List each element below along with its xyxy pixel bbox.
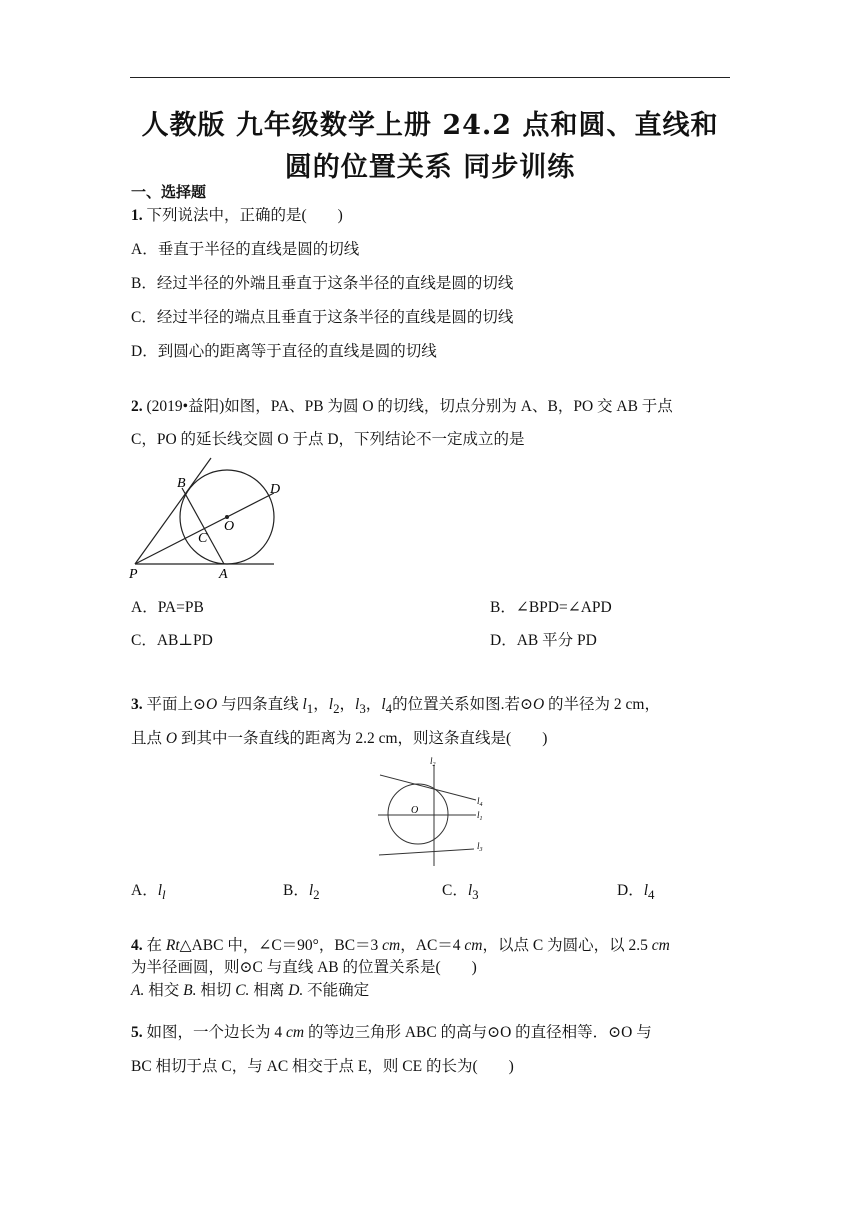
q1-stem-text: 下列说法中，正确的是( ) — [142, 207, 343, 224]
q1-number: 1. — [131, 207, 143, 224]
q2-label-b: B — [177, 476, 186, 491]
q3-comma1: ， — [313, 696, 329, 713]
q2-stem-line1 — [131, 394, 673, 416]
q5-stem-line1 — [131, 1020, 652, 1042]
q3-option-a: A．$l_l$ — [131, 882, 166, 903]
q3-fig-l1: $l_1$ — [477, 810, 483, 822]
q3-option-c: C．$l_3$ — [442, 882, 479, 903]
section-heading: 一、选择题 — [131, 185, 207, 201]
q5-number: 5. — [131, 1024, 143, 1041]
q4-stem-line1 — [131, 933, 670, 955]
q3-text2-a: 且点 — [131, 730, 166, 747]
q5-stem-line2: BC 相切于点 C，与 AC 相交于点 E，则 CE 的长为( ) — [131, 1058, 514, 1075]
q3-figure — [372, 755, 497, 868]
q3-comma2: ， — [339, 696, 356, 713]
q3-text-o2: O — [532, 696, 545, 713]
q4-options: A. 相交 B. 相切 C. 相离 D. 不能确定 — [131, 982, 370, 999]
q3-l2: l — [328, 696, 334, 713]
page-title-line2: 圆的位置关系 同步训练 — [284, 152, 576, 183]
q4-cm1: cm — [382, 937, 401, 954]
q3-text-d: 的位置关系如图.若⊙ — [392, 696, 533, 713]
q3-fig-center-label: O — [411, 805, 419, 816]
q2-label-a: A — [219, 567, 228, 582]
q4-text-d: ，以点 C 为圆心，以 2.5 — [482, 937, 652, 954]
q5-text-a: 如图，一个边长为 4 — [142, 1024, 287, 1041]
q2-label-p: P — [129, 567, 138, 582]
q4-text-b: △ABC 中，∠C＝90°，BC＝3 — [179, 937, 383, 954]
q3-l3: l — [355, 696, 360, 713]
q4-text-c: ，AC＝4 — [400, 937, 465, 954]
q3-stem-line1 — [131, 692, 660, 717]
q2-stem-line2: C，PO 的延长线交圆 O 于点 D，下列结论不一定成立的是 — [131, 431, 525, 448]
q2-figure — [128, 455, 281, 582]
q4-stem-line2: 为半径画圆，则⊙C 与直线 AB 的位置关系是( ) — [131, 959, 477, 976]
q4-cm3: cm — [651, 937, 670, 954]
q4-rt: Rt — [165, 937, 180, 954]
q3-l1: l — [302, 696, 307, 713]
q2-stem-text1: (2019•益阳)如图，PA、PB 为圆 O 的切线，切点分别为 A、B，PO 交 AB 于点 — [142, 398, 673, 415]
q2-option-d: D．AB 平分 PD — [490, 632, 597, 649]
q3-comma3: ， — [365, 696, 382, 713]
q4-number: 4. — [131, 937, 143, 954]
q3-text-a: 平面上⊙ — [142, 696, 206, 713]
q3-text-o1: O — [206, 696, 218, 713]
q5-text-b: 的等边三角形 ABC 的高与⊙O 的直径相等．⊙O 与 — [304, 1024, 652, 1041]
q3-fig-l2: $l_2$ — [430, 756, 436, 768]
q4-cm2: cm — [464, 937, 483, 954]
q1-option-b: B．经过半径的外端且垂直于这条半径的直线是圆的切线 — [131, 275, 514, 292]
q2-label-d: D — [270, 482, 281, 497]
q3-l4: l — [381, 696, 386, 713]
q3-l1-sub: 1 — [306, 701, 314, 717]
page-title-line1: 人教版 九年级数学上册 24.2 点和圆、直线和 — [141, 110, 719, 141]
q3-text-b: 与四条直线 — [217, 696, 303, 713]
q1-option-d: D．到圆心的距离等于直径的直线是圆的切线 — [131, 343, 437, 360]
q3-stem-line2 — [131, 726, 547, 748]
q3-l3-sub: 3 — [359, 701, 366, 717]
q3-l4-sub: 4 — [385, 701, 393, 717]
q2-label-o: O — [224, 519, 235, 534]
q3-l2-sub: 2 — [333, 701, 340, 717]
q3-fig-l3: $l_3$ — [477, 841, 483, 853]
q3-text2-b: 到其中一条直线的距离为 2.2 cm，则这条直线是( ) — [177, 730, 548, 747]
q3-text-e: 的半径为 2 cm， — [544, 696, 660, 713]
q3-fig-l4: $l_4$ — [477, 796, 483, 808]
q2-number: 2. — [131, 398, 143, 415]
q2-option-c: C．AB⊥PD — [131, 632, 213, 649]
header-rule — [130, 77, 730, 78]
q2-option-a: A．PA=PB — [131, 599, 204, 616]
q3-text2-o: O — [165, 730, 178, 747]
q3-option-d: D．$l_4$ — [617, 882, 655, 903]
q1-option-a: A．垂直于半径的直线是圆的切线 — [131, 241, 360, 258]
q3-number: 3. — [131, 696, 143, 713]
q1-option-c: C．经过半径的端点且垂直于这条半径的直线是圆的切线 — [131, 309, 514, 326]
q1-stem — [131, 203, 343, 225]
q3-option-b: B．$l_2$ — [283, 882, 320, 903]
q2-label-c: C — [198, 531, 208, 546]
q4-text-a: 在 — [142, 937, 166, 954]
q5-cm: cm — [286, 1024, 305, 1041]
q2-option-b: B．∠BPD=∠APD — [490, 599, 612, 616]
